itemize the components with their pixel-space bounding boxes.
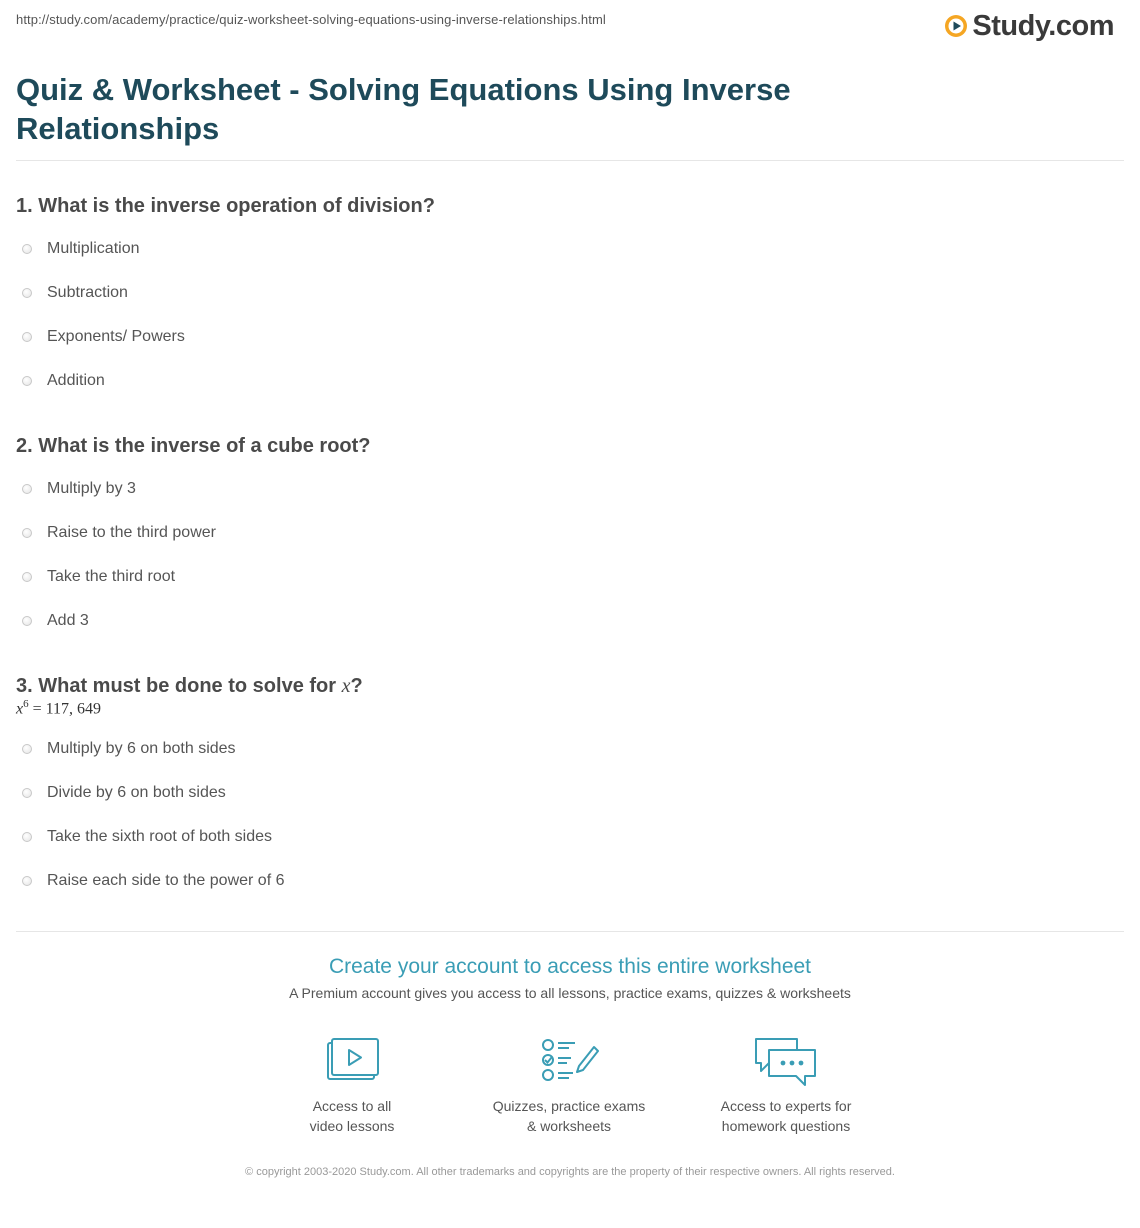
answer-option[interactable] <box>22 238 139 260</box>
feature-video-lessons <box>252 1036 452 1136</box>
radio-button-icon[interactable] <box>22 376 32 386</box>
equation-exponent: 6 <box>23 698 29 710</box>
question-prompt-suffix: ? <box>350 675 363 697</box>
feature-label-line: Access to all <box>312 1098 392 1114</box>
feature-label-line: video lessons <box>309 1118 395 1134</box>
equation <box>16 698 101 718</box>
option-label: Multiplication <box>47 240 140 257</box>
feature-quizzes <box>469 1036 669 1136</box>
option-label: Add 3 <box>47 612 89 629</box>
question-variable: x <box>341 675 351 697</box>
radio-button-icon[interactable] <box>22 332 32 342</box>
option-label: Multiply by 3 <box>47 480 136 497</box>
radio-button-icon[interactable] <box>22 484 32 494</box>
study-logo[interactable] <box>944 9 1114 42</box>
option-label: Divide by 6 on both sides <box>47 784 226 801</box>
question-prompt: 1. What is the inverse operation of division? <box>16 195 435 217</box>
chat-bubbles-icon <box>753 1036 819 1088</box>
feature-label-line: Quizzes, practice exams <box>492 1098 646 1114</box>
video-lesson-icon <box>324 1036 380 1088</box>
answer-option[interactable] <box>22 522 216 544</box>
answer-option[interactable] <box>22 870 284 892</box>
question-prompt: 2. What is the inverse of a cube root? <box>16 435 371 457</box>
answer-option[interactable] <box>22 566 175 588</box>
radio-button-icon[interactable] <box>22 244 32 254</box>
radio-button-icon[interactable] <box>22 572 32 582</box>
play-logo-icon <box>944 14 968 38</box>
create-account-link[interactable]: Create your account to access this entire worksheet <box>328 955 812 978</box>
radio-button-icon[interactable] <box>22 528 32 538</box>
feature-label-line: homework questions <box>721 1118 851 1134</box>
answer-option[interactable] <box>22 738 236 760</box>
feature-experts <box>686 1036 886 1136</box>
radio-button-icon[interactable] <box>22 288 32 298</box>
option-label: Raise to the third power <box>47 524 216 541</box>
divider <box>16 160 1124 161</box>
answer-option[interactable] <box>22 610 89 632</box>
answer-option[interactable] <box>22 782 226 804</box>
answer-option[interactable] <box>22 478 136 500</box>
premium-description: A Premium account gives you access to all lessons, practice exams, quizzes & worksheets <box>289 985 851 1001</box>
equation-rhs: = 117, 649 <box>32 700 102 718</box>
option-label: Addition <box>47 372 105 389</box>
radio-button-icon[interactable] <box>22 876 32 886</box>
option-label: Exponents/ Powers <box>47 328 185 345</box>
radio-button-icon[interactable] <box>22 832 32 842</box>
question-prompt <box>16 674 363 698</box>
page-title: Quiz & Worksheet - Solving Equations Using Inverse Relationships <box>16 72 791 146</box>
feature-label-line: & worksheets <box>526 1118 612 1134</box>
copyright-notice: © copyright 2003-2020 Study.com. All other trademarks and copyrights are the property of their respective owners. All rights reserved. <box>245 1166 895 1178</box>
option-label: Subtraction <box>47 284 128 301</box>
option-label: Multiply by 6 on both sides <box>47 740 236 757</box>
answer-option[interactable] <box>22 326 185 348</box>
logo-text: Study.com <box>972 9 1114 42</box>
radio-button-icon[interactable] <box>22 744 32 754</box>
page-url: http://study.com/academy/practice/quiz-worksheet-solving-equations-using-inverse-relationships.html <box>16 12 606 27</box>
equation-base: x <box>16 700 24 718</box>
option-label: Take the third root <box>47 568 176 585</box>
question-prompt-prefix: 3. What must be done to solve for <box>16 675 342 697</box>
answer-option[interactable] <box>22 826 272 848</box>
option-label: Take the sixth root of both sides <box>47 828 273 845</box>
radio-button-icon[interactable] <box>22 616 32 626</box>
answer-option[interactable] <box>22 370 105 392</box>
answer-option[interactable] <box>22 282 128 304</box>
top-bar <box>16 9 1124 42</box>
quiz-checklist-icon <box>539 1036 599 1088</box>
option-label: Raise each side to the power of 6 <box>47 872 285 889</box>
divider <box>16 931 1124 932</box>
radio-button-icon[interactable] <box>22 788 32 798</box>
feature-label-line: Access to experts for <box>720 1098 852 1114</box>
